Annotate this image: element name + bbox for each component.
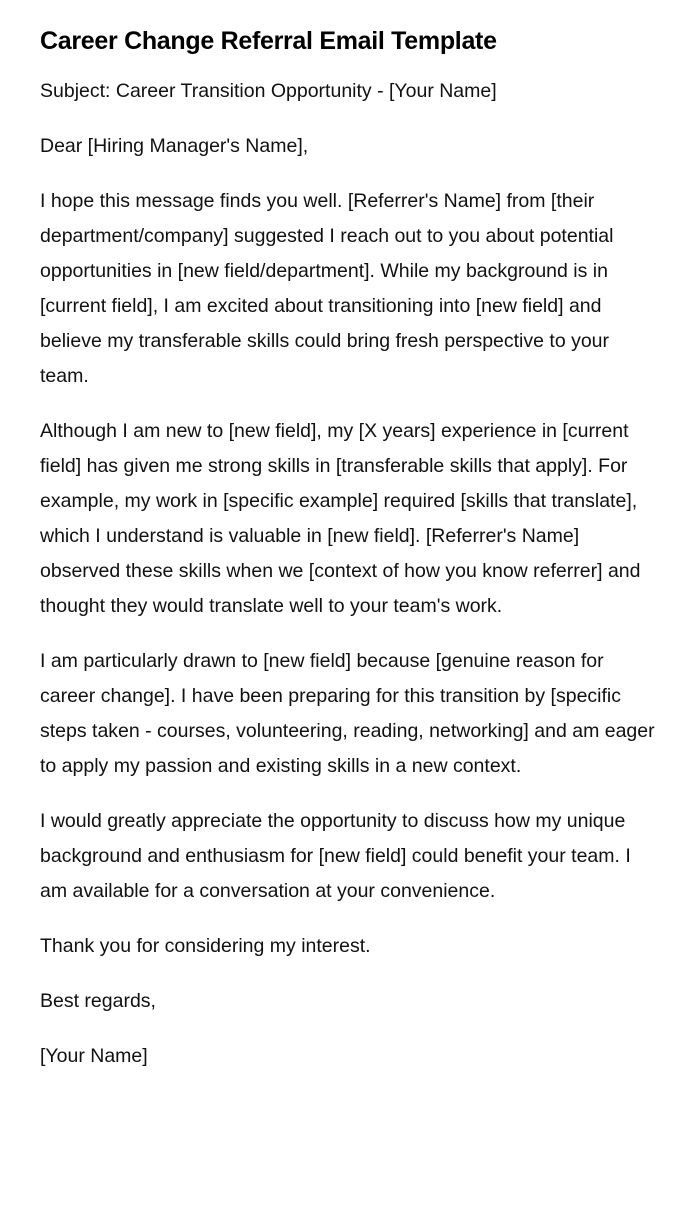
body-paragraph-3: I am particularly drawn to [new field] because [genuine reason for career change]. I have been preparing for this transition by [specific steps taken - courses, volunteering, reading, networking] and am eager to apply my passion and existing skills in a new context. [40, 650, 655, 777]
body-paragraph-1: I hope this message finds you well. [Referrer's Name] from [their department/company] suggested I reach out to you about potential opportunities in [new field/department]. While my background is in [current field], I am excited about transitioning into [new field] and believe my transferable skills could bring fresh perspective to your team. [40, 190, 614, 387]
body-paragraph-4: I would greatly appreciate the opportunity to discuss how my unique background and enthusiasm for [new field] could benefit your team. I am available for a conversation at your convenience. [40, 810, 631, 902]
closing-line: Thank you for considering my interest. [40, 935, 371, 957]
body-paragraph-2: Although I am new to [new field], my [X years] experience in [current field] has given me strong skills in [transferable skills that apply]. For example, my work in [specific example] required [skills that translate], which I understand is valuable in [new field]. [Referrer's Name] observed these skills when we [context of how you know referrer] and thought they would translate well to your team's work. [40, 420, 641, 617]
email-subject: Subject: Career Transition Opportunity - [Your Name] [40, 80, 497, 102]
email-salutation: Dear [Hiring Manager's Name], [40, 135, 309, 157]
sign-off: Best regards, [40, 990, 156, 1012]
signature: [Your Name] [40, 1045, 148, 1067]
document-title: Career Change Referral Email Template [40, 27, 497, 55]
